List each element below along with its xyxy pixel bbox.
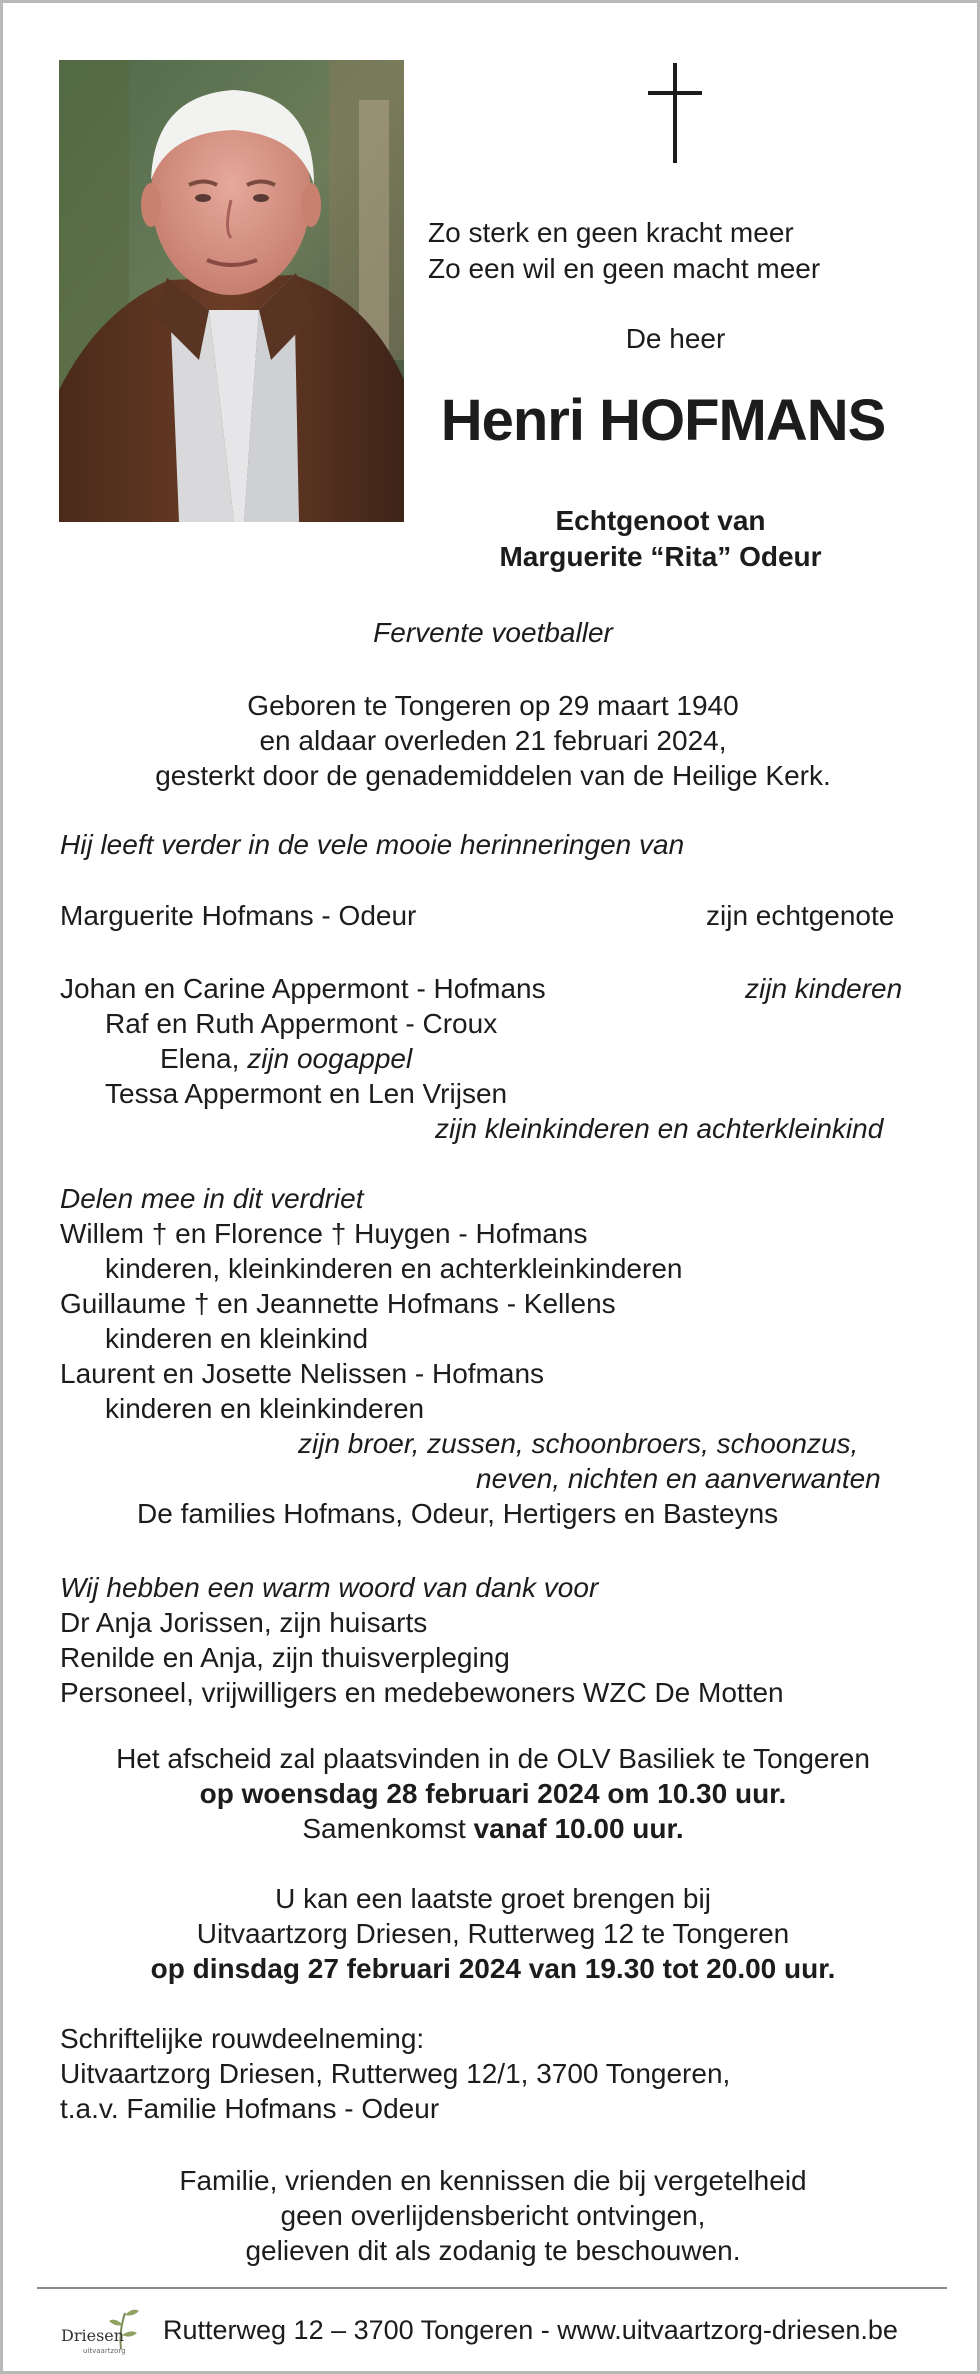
footer-divider (37, 2287, 947, 2289)
condolences-line-3: t.a.v. Familie Hofmans - Odeur (60, 2093, 440, 2124)
greatgrandchild-name: Elena, (160, 1043, 240, 1074)
family-spouse-name: Marguerite Hofmans - Odeur (60, 900, 417, 931)
grief-line-1-sub: kinderen, kleinkinderen en achterkleinkinderen (105, 1253, 683, 1284)
grief-line-2: Guillaume † en Jeannette Hofmans - Kellens (60, 1288, 616, 1319)
grief-line-3: Laurent en Josette Nelissen - Hofmans (60, 1358, 545, 1389)
grief-families: De families Hofmans, Odeur, Hertigers en Basteyns (137, 1498, 779, 1529)
grief-intro: Delen mee in dit verdriet (60, 1183, 364, 1214)
title-prefix: De heer (625, 323, 726, 354)
funeral-line-1: Het afscheid zal plaatsvinden in de OLV Basiliek te Tongeren (116, 1743, 870, 1774)
closing-line-1: Familie, vrienden en kennissen die bij vergetelheid (179, 2165, 807, 2196)
motto-line-2: Zo een wil en geen macht meer (428, 253, 821, 284)
funeral-home-logo (59, 2301, 155, 2359)
family-child-1: Johan en Carine Appermont - Hofmans (60, 973, 546, 1004)
spouse-name: Marguerite “Rita” Odeur (499, 541, 822, 572)
viewing-line-2: Uitvaartzorg Driesen, Rutterweg 12 te Tongeren (196, 1918, 790, 1949)
condolences-line-2: Uitvaartzorg Driesen, Rutterweg 12/1, 3700 Tongeren, (60, 2058, 731, 2089)
biography-line-1: Geboren te Tongeren op 29 maart 1940 (247, 690, 739, 721)
grief-line-2-sub: kinderen en kleinkind (105, 1323, 369, 1354)
viewing-line-1: U kan een laatste groet brengen bij (275, 1883, 711, 1914)
spouse-label: Echtgenoot van (555, 505, 766, 536)
grief-relatives-role-1: zijn broer, zussen, schoonbroers, schoonzus, (298, 1428, 859, 1459)
closing-line-3: gelieven dit als zodanig te beschouwen. (245, 2235, 741, 2266)
grief-line-1: Willem † en Florence † Huygen - Hofmans (60, 1218, 588, 1249)
greatgrandchild-note: zijn oogappel (247, 1043, 413, 1074)
thanks-line-3: Personeel, vrijwilligers en medebewoners WZC De Motten (60, 1677, 784, 1708)
funeral-line-2: op woensdag 28 februari 2024 om 10.30 uur. (199, 1778, 787, 1809)
portrait-photo (59, 60, 404, 522)
family-grandchildren-role: zijn kleinkinderen en achterkleinkind (435, 1113, 884, 1144)
tagline: Fervente voetballer (373, 617, 613, 648)
svg-text:Driesen: Driesen (61, 2326, 125, 2345)
footer-address: Rutterweg 12 – 3700 Tongeren - www.uitvaartzorg-driesen.be (163, 2315, 898, 2345)
family-greatgrandchild (160, 1041, 412, 1077)
deceased-name: Henri HOFMANS (440, 388, 886, 453)
motto-line-1: Zo sterk en geen kracht meer (428, 217, 794, 248)
svg-text:uitvaartzorg: uitvaartzorg (83, 2347, 126, 2355)
grief-line-3-sub: kinderen en kleinkinderen (105, 1393, 425, 1424)
grief-relatives-role-2: neven, nichten en aanverwanten (476, 1463, 881, 1494)
family-children-role: zijn kinderen (745, 973, 903, 1004)
funeral-gathering-label: Samenkomst (302, 1813, 466, 1844)
condolences-line-1: Schriftelijke rouwdeelneming: (60, 2023, 425, 2054)
cross-icon (640, 63, 710, 163)
viewing-line-3: op dinsdag 27 februari 2024 van 19.30 tot 20.00 uur. (150, 1953, 836, 1984)
thanks-line-1: Dr Anja Jorissen, zijn huisarts (60, 1607, 428, 1638)
family-grandchild-1: Raf en Ruth Appermont - Croux (105, 1008, 498, 1039)
thanks-line-2: Renilde en Anja, zijn thuisverpleging (60, 1642, 510, 1673)
funeral-line-3 (3, 1811, 980, 1847)
family-grandchild-2: Tessa Appermont en Len Vrijsen (105, 1078, 508, 1109)
memories-intro: Hij leeft verder in de vele mooie herinneringen van (60, 829, 685, 860)
funeral-gathering-time: vanaf 10.00 uur. (473, 1813, 684, 1844)
family-spouse-role: zijn echtgenote (706, 900, 895, 931)
thanks-intro: Wij hebben een warm woord van dank voor (60, 1572, 599, 1603)
biography-line-3: gesterkt door de genademiddelen van de Heilige Kerk. (155, 760, 831, 791)
closing-line-2: geen overlijdensbericht ontvingen, (280, 2200, 706, 2231)
biography-line-2: en aldaar overleden 21 februari 2024, (259, 725, 727, 756)
